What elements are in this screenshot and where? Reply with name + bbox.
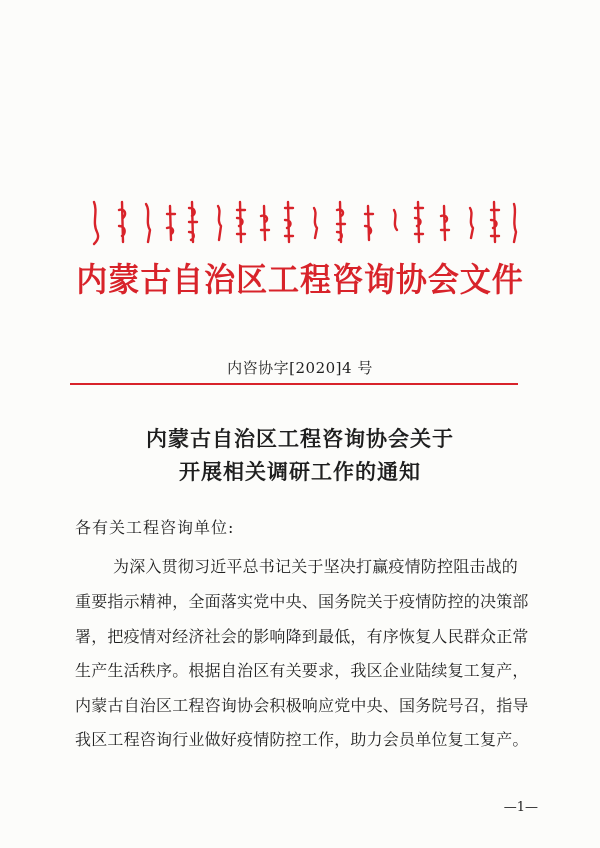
body-text-line: 我区工程咨询行业做好疫情防控工作，助力会员单位复工复产。 (75, 730, 529, 749)
salutation: 各有关工程咨询单位: (75, 518, 235, 537)
notice-title-line-1: 内蒙古自治区工程咨询协会关于 (146, 427, 454, 451)
document-header-title: 内蒙古自治区工程咨询协会文件 (76, 260, 524, 299)
body-text-line: 重要指示精神，全面落实党中央、国务院关于疫情防控的决策部 (75, 592, 529, 611)
red-divider-line (70, 383, 518, 385)
body-text-line: 署，把疫情对经济社会的影响降到最低，有序恢复人民群众正常 (75, 627, 529, 646)
body-text-line: 生产生活秩序。根据自治区有关要求，我区企业陆续复工复产， (75, 661, 529, 680)
body-text-line: 为深入贯彻习近平总书记关于坚决打赢疫情防控阻击战的 (113, 557, 519, 576)
page-number: —1— (503, 800, 538, 815)
notice-title-line-2: 开展相关调研工作的通知 (179, 460, 421, 484)
body-text-line: 内蒙古自治区工程咨询协会积极响应党中央、国务院号召，指导 (75, 696, 529, 715)
document-number: 内咨协字[2020]4 号 (227, 359, 373, 377)
mongolian-script-banner (88, 196, 518, 248)
